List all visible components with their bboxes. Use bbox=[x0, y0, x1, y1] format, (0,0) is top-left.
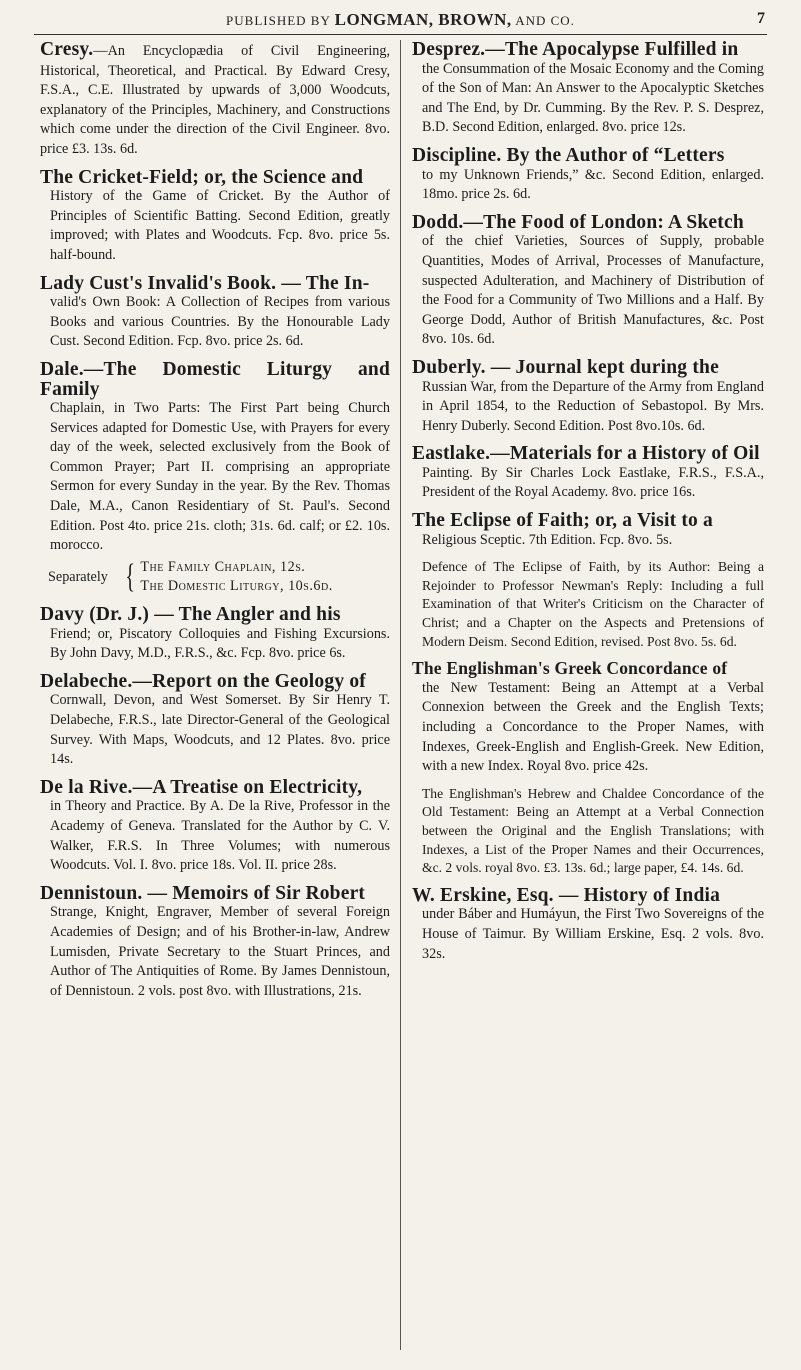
catalogue-entry bbox=[40, 778, 390, 876]
separately-item: The Domestic Liturgy, 10s.6d. bbox=[140, 578, 333, 595]
catalogue-entry bbox=[40, 360, 390, 597]
catalogue-entry bbox=[40, 884, 390, 1002]
entry-body: of the chief Varieties, Sources of Supply, probable Quantities, Modes of Arrival, Processes of Manufacture, suspected Adulteration, and Machinery of Distribution of the Food for a Community of Two Millions and a Half. By George Dodd, Author of British Manufactures, &c. Post 8vo. 10s. 6d. bbox=[422, 233, 764, 348]
entry-head: Duberly. — Journal kept during the bbox=[412, 356, 719, 378]
catalogue-entry bbox=[412, 886, 764, 964]
entry-body: Strange, Knight, Engraver, Member of several Foreign Academies of Design; and of his Brother-in-law, Andrew Lumisden, Private Secretary to the Stuart Princes, and Author of The Antiquities of Rome. By James Dennistoun, of Dennistoun. 2 vols. post 8vo. with Illustrations, 21s. bbox=[50, 904, 390, 999]
catalogue-entry bbox=[412, 511, 764, 550]
entry-body: the New Testament: Being an Attempt at a Verbal Connexion between the Greek and the English Texts; including a Concordance to the Proper Names, with Indexes, Greek-English and English-Greek. New Edition, with a new Index. Royal 8vo. price 42s. bbox=[422, 679, 764, 775]
entry-head: Lady Cust's Invalid's Book. — The In- bbox=[40, 272, 370, 294]
entry-body: Defence of The Eclipse of Faith, by its Author: Being a Rejoinder to Professor Newman's Reply: Including a full Examination of that Writer's Criticism on the Character of Christ; and a Chapter on the Aspects and Pretensions of Modern Deism. Second Edition, revised. Post 8vo. 5s. 6d. bbox=[422, 559, 764, 649]
catalogue-entry bbox=[412, 146, 764, 205]
entry-body: Chaplain, in Two Parts: The First Part being Church Services adapted for Domestic Use, with Prayers for every day of the week, selected exclusively from the Book of Common Prayer; Part II. comprising an appropriate Sermon for every Sunday in the year. By the Rev. Thomas Dale, M.A., Canon Residentiary of St. Paul's. Second Edition. Post 4to. price 21s. cloth; 31s. 6d. calf; or £2. 10s. morocco. bbox=[50, 400, 390, 554]
catalogue-entry bbox=[412, 358, 764, 436]
entry-head: The Eclipse of Faith; or, a Visit to a bbox=[412, 510, 714, 532]
separately-note bbox=[40, 558, 390, 597]
header-suffix: AND CO. bbox=[511, 13, 575, 28]
catalogue-entry bbox=[412, 785, 764, 878]
entry-head: Davy (Dr. J.) — The Angler and his bbox=[40, 604, 341, 626]
catalogue-entry bbox=[40, 274, 390, 352]
entry-head: W. Erskine, Esq. — History of India bbox=[412, 884, 721, 906]
entry-head: Cresy. bbox=[40, 39, 94, 60]
running-title bbox=[226, 10, 575, 30]
entry-body: Friend; or, Piscatory Colloquies and Fishing Excursions. By John Davy, M.D., F.R.S., &c. Fcp. 8vo. price 6s. bbox=[50, 625, 390, 662]
catalogue-entry bbox=[40, 672, 390, 770]
entry-body: Painting. By Sir Charles Lock Eastlake, F.R.S., F.S.A., President of the Royal Academy. 8vo. price 16s. bbox=[422, 464, 764, 501]
entry-head: Eastlake.—Materials for a History of Oil bbox=[412, 443, 760, 465]
entry-body: the Consummation of the Mosaic Economy and the Coming of the Son of Man: An Answer to the Apocalyptic Sketches and The End, by Dr. Cumming. By the Rev. P. S. Desprez, B.D. Second Edition, enlarged. 8vo. price 12s. bbox=[422, 60, 764, 136]
page-number: 7 bbox=[757, 10, 765, 27]
column-divider bbox=[400, 40, 401, 1350]
running-header bbox=[34, 6, 767, 35]
separately-item: The Family Chaplain, 12s. bbox=[140, 558, 306, 575]
brace-glyph: { bbox=[125, 558, 136, 596]
catalogue-entry bbox=[40, 40, 390, 160]
entry-body: in Theory and Practice. By A. De la Rive, Professor in the Academy of Geneva. Translated for the Author by C. V. Walker, F.R.S. In Three Volumes; with numerous Woodcuts. Vol. I. 8vo. price 18s. Vol. II. price 28s. bbox=[50, 798, 390, 874]
entry-body: Russian War, from the Departure of the Army from England in April 1854, to the Reduction of Sebastopol. By Mrs. Henry Duberly. Second Edition. Post 8vo.10s. 6d. bbox=[422, 378, 764, 434]
entry-head: The Cricket-Field; or, the Science and bbox=[40, 166, 364, 188]
entry-body: under Báber and Humáyun, the First Two Sovereigns of the House of Taimur. By William Erskine, Esq. 2 vols. 8vo. 32s. bbox=[422, 906, 764, 962]
entry-body: Religious Sceptic. 7th Edition. Fcp. 8vo. 5s. bbox=[422, 531, 673, 548]
entry-body: to my Unknown Friends,” &c. Second Edition, enlarged. 18mo. price 2s. 6d. bbox=[422, 166, 764, 203]
entry-body: The Englishman's Hebrew and Chaldee Concordance of the Old Testament: Being an Attempt at a Verbal Connection between the Original and the English Translations; with Indexes, a List of the Proper Names and their Occurrences, &c. 2 vols. royal 8vo. £3. 13s. 6d.; large paper, £4. 14s. 6d. bbox=[422, 785, 764, 876]
catalogue-entry bbox=[40, 605, 390, 664]
catalogue-entry bbox=[412, 444, 764, 503]
entry-head: Dennistoun. — Memoirs of Sir Robert bbox=[40, 882, 366, 904]
entry-head: De la Rive.—A Treatise on Electricity, bbox=[40, 776, 363, 798]
header-prefix: PUBLISHED BY bbox=[226, 13, 335, 28]
entry-head: Dale.—The Domestic Liturgy and Family bbox=[40, 358, 390, 400]
entry-head: Dodd.—The Food of London: A Sketch bbox=[412, 211, 744, 233]
separately-label: Separately bbox=[48, 568, 108, 585]
header-publisher: LONGMAN, BROWN, bbox=[334, 10, 512, 29]
catalogue-entry bbox=[412, 40, 764, 138]
entry-body: —An Encyclopædia of Civil Engineering, Historical, Theoretical, and Practical. By Edward Cresy, F.S.A., C.E. Illustrated by upwards of 3,000 Woodcuts, explanatory of the Principles, Machinery, and Constructions which come under the direction of the Civil Engineer. 8vo. price £3. 13s. 6d. bbox=[40, 43, 390, 157]
entry-head: Discipline. By the Author of “Letters bbox=[412, 144, 725, 166]
catalogue-entry bbox=[412, 558, 764, 651]
entry-head: Delabeche.—Report on the Geology of bbox=[40, 670, 366, 692]
catalogue-entry bbox=[412, 213, 764, 350]
catalogue-entry bbox=[412, 659, 764, 777]
catalogue-entry bbox=[40, 168, 390, 266]
entry-head: The Englishman's Greek Concordance of bbox=[412, 658, 728, 679]
right-column bbox=[412, 40, 764, 972]
separately-items bbox=[140, 558, 332, 597]
entry-body: valid's Own Book: A Collection of Recipes from various Books and various Countries. By the Honourable Lady Cust. Second Edition. Fcp. 8vo. price 2s. 6d. bbox=[50, 294, 390, 350]
left-column bbox=[40, 40, 390, 1009]
entry-head: Desprez.—The Apocalypse Fulfilled in bbox=[412, 39, 739, 60]
entry-body: History of the Game of Cricket. By the Author of Principles of Scientific Batting. Second Edition, greatly improved; with Plates and Woodcuts. Fcp. 8vo. price 5s. half-bound. bbox=[50, 188, 390, 263]
entry-body: Cornwall, Devon, and West Somerset. By Sir Henry T. Delabeche, F.R.S., late Director-General of the Geological Survey. With Maps, Woodcuts, and 12 Plates. 8vo. price 14s. bbox=[50, 692, 390, 768]
